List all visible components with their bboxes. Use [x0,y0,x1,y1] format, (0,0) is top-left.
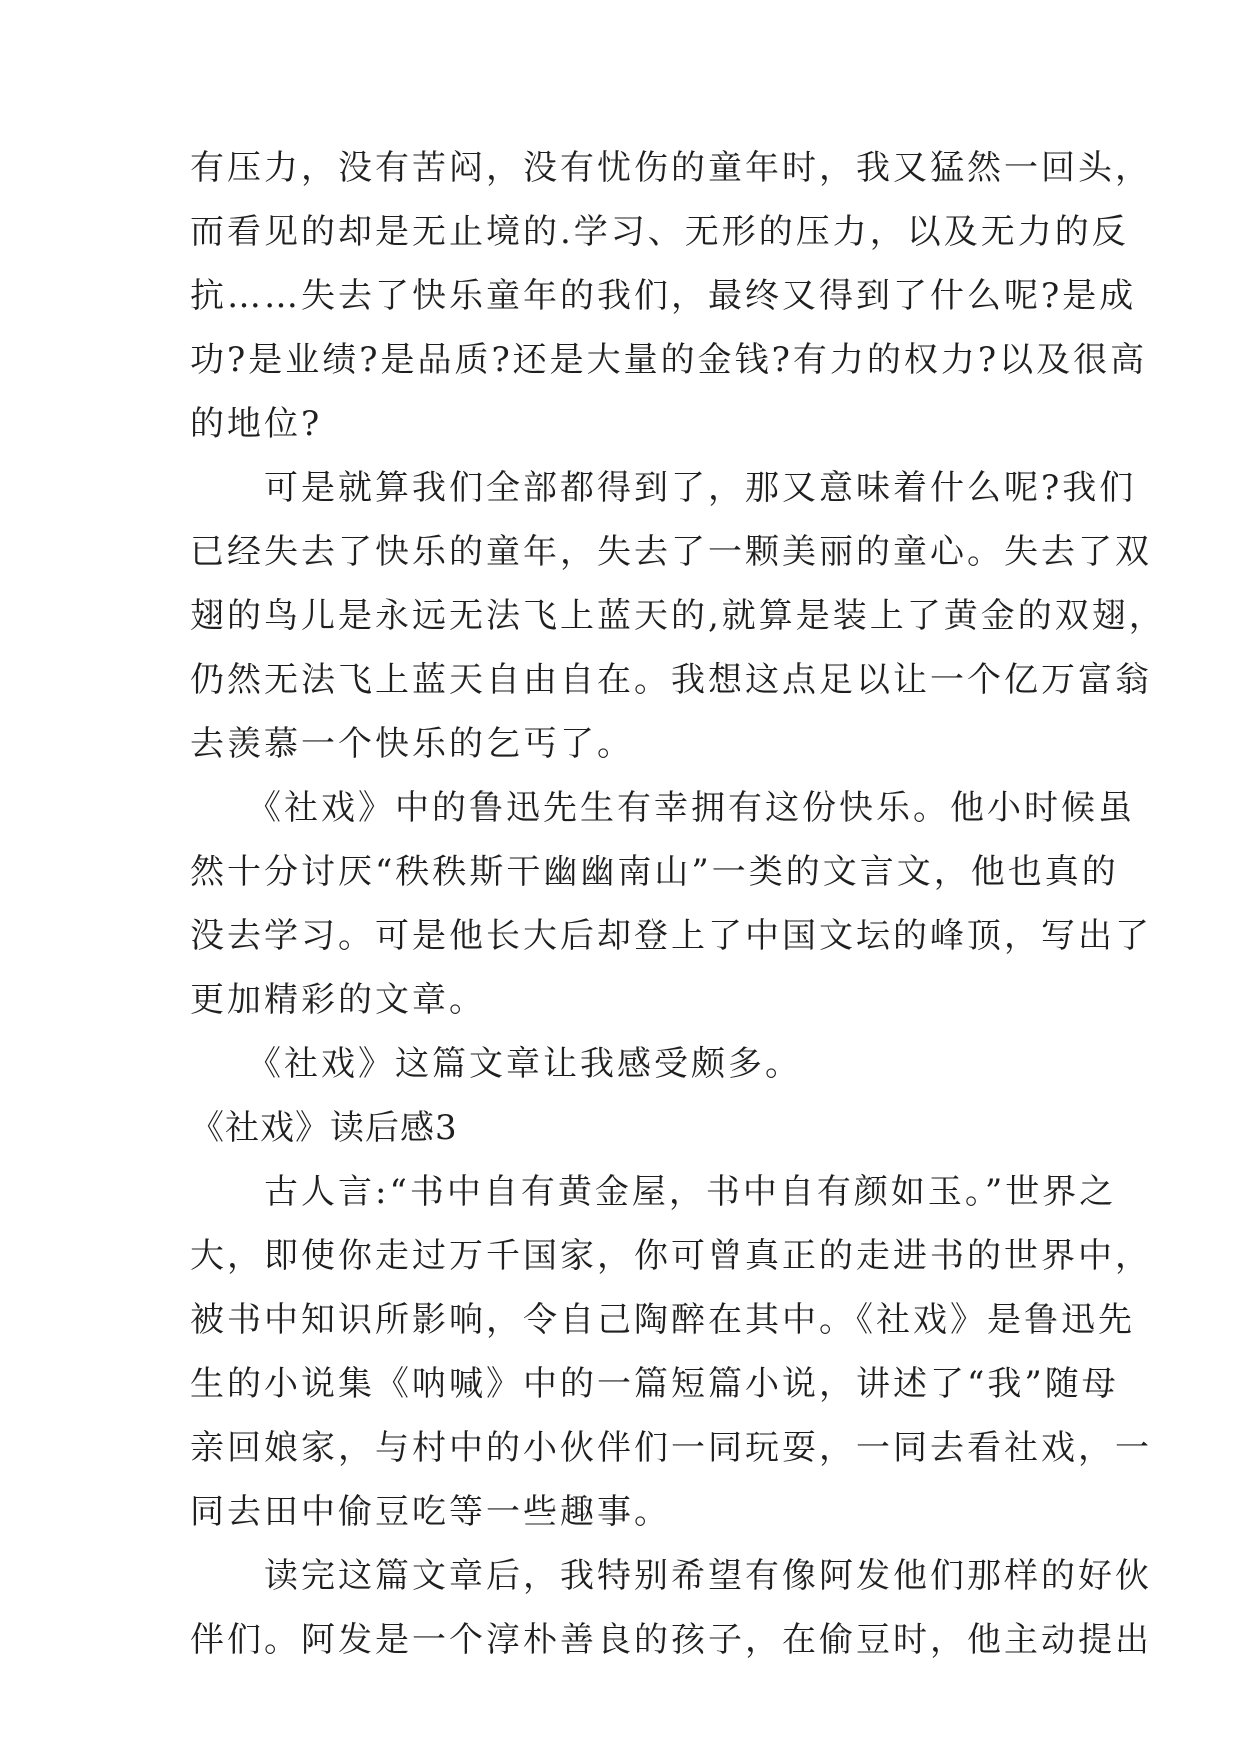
text-line: 然十分讨厌“秩秩斯干幽幽南山”一类的文言文，他也真的 [190,852,1119,892]
text-line: 被书中知识所影响，令自己陶醉在其中。《社戏》是鲁迅先 [190,1300,1135,1340]
text-line: 生的小说集《呐喊》中的一篇短篇小说，讲述了“我”随母 [190,1364,1119,1404]
text-line: 可是就算我们全部都得到了，那又意味着什么呢?我们 [190,468,1137,508]
text-line: 已经失去了快乐的童年，失去了一颗美丽的童心。失去了双 [190,532,1152,572]
text-line: 亲回娘家，与村中的小伙伴们一同玩耍，一同去看社戏，一 [190,1428,1152,1468]
text-line: 功?是业绩?是品质?还是大量的金钱?有力的权力?以及很高 [190,340,1148,380]
text-line: 更加精彩的文章。 [190,980,486,1020]
section-heading: 《社戏》读后感3 [190,1108,458,1148]
text-line: 抗……失去了快乐童年的我们，最终又得到了什么呢?是成 [190,276,1137,316]
text-line: 而看见的却是无止境的.学习、无形的压力，以及无力的反 [190,212,1129,252]
text-line: 没去学习。可是他长大后却登上了中国文坛的峰顶，写出了 [190,916,1152,956]
text-line: 的地位? [190,404,323,444]
text-line: 同去田中偷豆吃等一些趣事。 [190,1492,671,1532]
text-line: 读完这篇文章后，我特别希望有像阿发他们那样的好伙 [190,1556,1152,1596]
text-line: 古人言:“书中自有黄金屋，书中自有颜如玉。”世界之 [190,1172,1117,1212]
text-line: 去羡慕一个快乐的乞丐了。 [190,724,634,764]
text-line: 仍然无法飞上蓝天自由自在。我想这点足以让一个亿万富翁 [190,660,1152,700]
text-line: 大，即使你走过万千国家，你可曾真正的走进书的世界中， [190,1236,1152,1276]
text-line: 有压力，没有苦闷，没有忧伤的童年时，我又猛然一回头， [190,148,1152,188]
text-line: 伴们。阿发是一个淳朴善良的孩子，在偷豆时，他主动提出 [190,1620,1152,1660]
text-line: 《社戏》中的鲁迅先生有幸拥有这份快乐。他小时候虽 [190,788,1135,828]
text-line: 翅的鸟儿是永远无法飞上蓝天的,就算是装上了黄金的双翅， [190,596,1166,636]
text-line: 《社戏》这篇文章让我感受颇多。 [190,1044,802,1084]
